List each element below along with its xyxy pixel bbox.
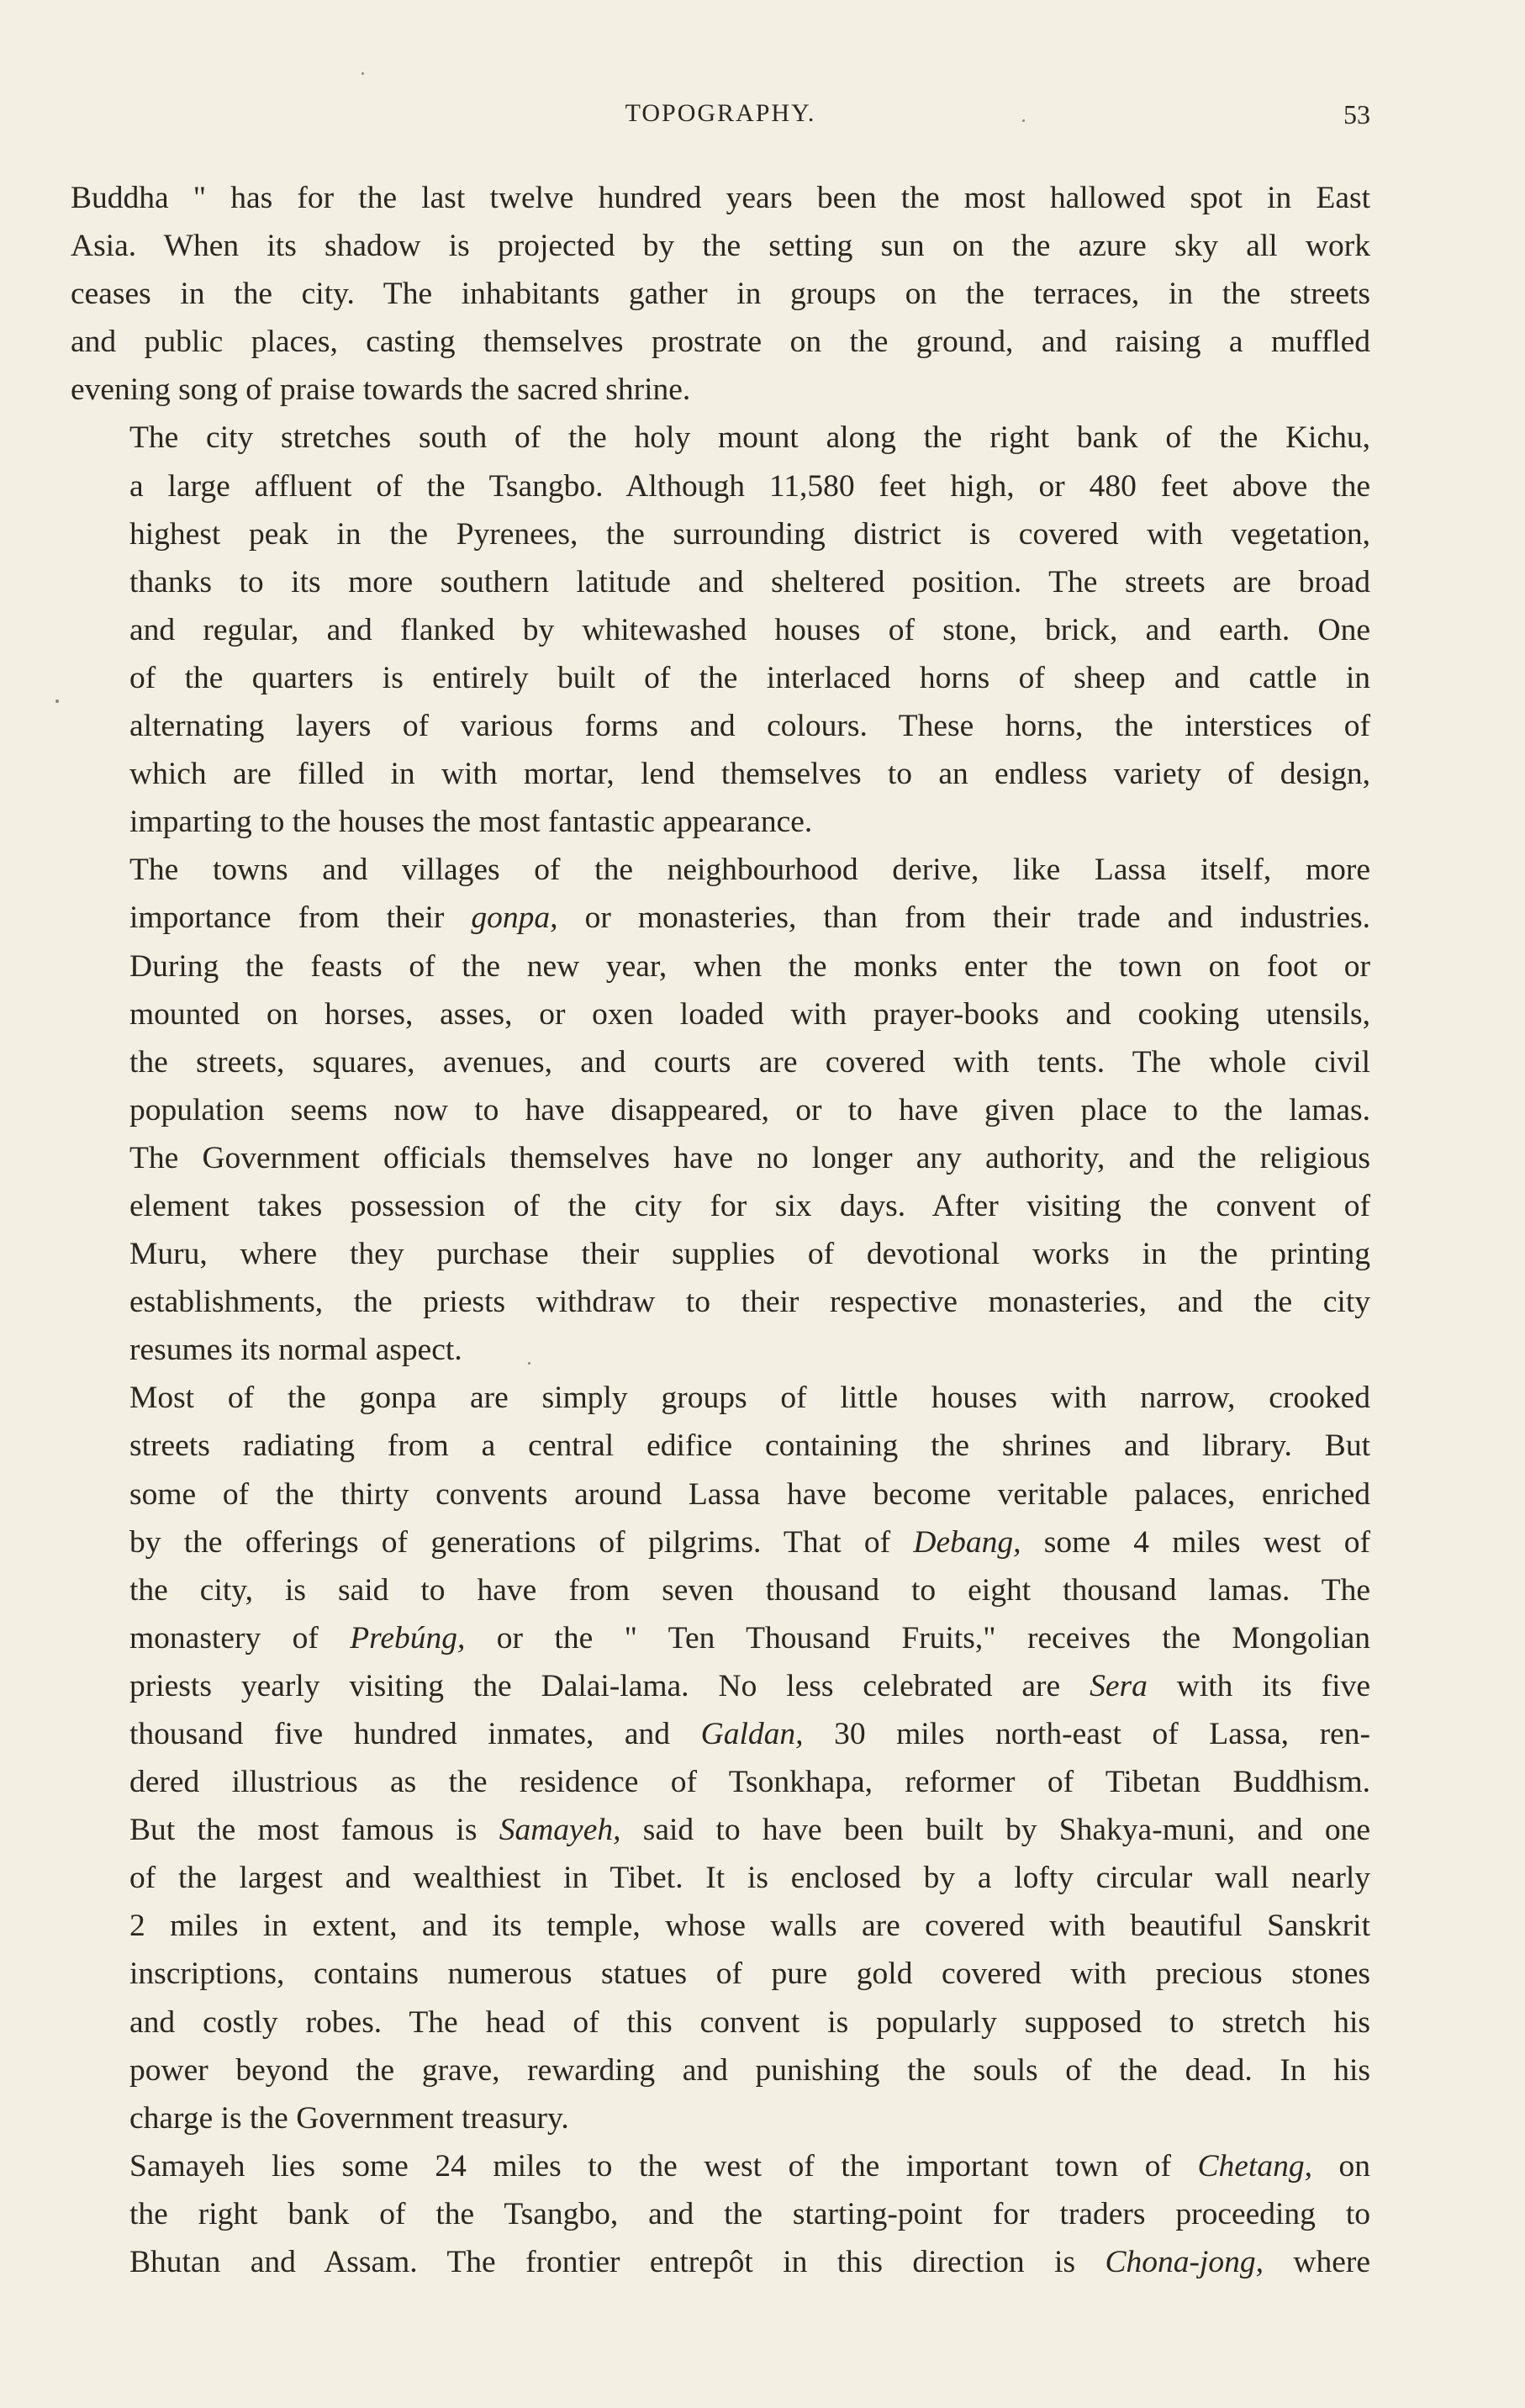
text-line: Most of the gonpa are simply groups of little houses with narrow, crooked (129, 1381, 1370, 1416)
text-line: Asia. When its shadow is projected by the setting sun on the azure sky all work (71, 229, 1370, 264)
text-line: highest peak in the Pyrenees, the surrounding district is covered with vegetation, (129, 516, 1370, 552)
text-line: and regular, and flanked by whitewashed houses of stone, brick, and earth. One (129, 612, 1370, 647)
text-line: imparting to the houses the most fantastic appearance. (129, 805, 813, 840)
paragraph (71, 846, 1370, 1374)
text-line: population seems now to have disappeared, or to have given place to the lamas. (129, 1092, 1370, 1127)
text-line: thousand five hundred inmates, and Galdan, 30 miles north-east of Lassa, ren- (129, 1717, 1370, 1751)
text-line: dered illustrious as the residence of Tsonkhapa, reformer of Tibetan Buddhism. (129, 1765, 1370, 1800)
italic-term: gonpa, (471, 900, 558, 936)
text-line: establishments, the priests withdraw to their respective monasteries, and the city (129, 1285, 1370, 1320)
italic-term: Chetang, (1197, 2148, 1312, 2184)
text-line: But the most famous is Samayeh, said to have been built by Shakya-muni, and one (129, 1813, 1370, 1848)
paragraph (71, 1374, 1370, 2142)
text-line: The towns and villages of the neighbourhood derive, like Lassa itself, more (129, 853, 1370, 888)
body-text (71, 174, 1370, 2286)
text-line: During the feasts of the new year, when the monks enter the town on foot or (129, 948, 1370, 984)
running-title: TOPOGRAPHY. (625, 99, 816, 127)
text-line: The Government officials themselves have no longer any authority, and the religious (129, 1140, 1370, 1175)
text-line: alternating layers of various forms and colours. These horns, the interstices of (129, 709, 1370, 744)
text-line: Muru, where they purchase their supplies of devotional works in the printing (129, 1237, 1370, 1272)
text-line: resumes its normal aspect. (129, 1333, 462, 1368)
paragraph (71, 174, 1370, 414)
text-line: importance from their gonpa, or monasteries, than from their trade and industries. (129, 900, 1370, 936)
page-number: 53 (1343, 99, 1370, 129)
italic-term: Sera (1090, 1668, 1148, 1703)
text-line: evening song of praise towards the sacred shrine. (71, 372, 691, 408)
paragraph (71, 414, 1370, 846)
italic-term: Chona-jong, (1105, 2245, 1264, 2280)
text-line: of the quarters is entirely built of the interlaced horns of sheep and cattle in (129, 660, 1370, 695)
page-speck (55, 700, 59, 703)
text-line: thanks to its more southern latitude and sheltered position. The streets are broad (129, 564, 1370, 599)
text-line: and costly robes. The head of this convent is popularly supposed to stretch his (129, 2004, 1370, 2040)
text-line: the right bank of the Tsangbo, and the starting-point for traders proceeding to (129, 2196, 1370, 2231)
text-line: element takes possession of the city for six days. After visiting the convent of (129, 1188, 1370, 1223)
page-speck (361, 72, 364, 75)
text-line: of the largest and wealthiest in Tibet. It is enclosed by a lofty circular wall nearly (129, 1861, 1370, 1896)
text-line: power beyond the grave, rewarding and punishing the souls of the dead. In his (129, 2052, 1370, 2088)
text-line: ceases in the city. The inhabitants gather in groups on the terraces, in the streets (71, 277, 1370, 312)
text-line: Samayeh lies some 24 miles to the west of the important town of Chetang, on (129, 2148, 1371, 2184)
text-line: mounted on horses, asses, or oxen loaded with prayer-books and cooking utensils, (129, 996, 1370, 1032)
text-line: inscriptions, contains numerous statues of pure gold covered with precious stones (129, 1956, 1370, 1992)
text-line: Bhutan and Assam. The frontier entrepôt in this direction is Chona-jong, where (129, 2245, 1371, 2280)
page-speck (528, 1362, 530, 1365)
text-line: Buddha " has for the last twelve hundred years been the most hallowed spot in East (71, 181, 1370, 215)
text-line: priests yearly visiting the Dalai-lama. No less celebrated are Sera with its five (129, 1668, 1370, 1703)
text-line: and public places, casting themselves prostrate on the ground, and raising a muffled (71, 325, 1370, 360)
text-line: by the offerings of generations of pilgrims. That of Debang, some 4 miles west of (129, 1524, 1370, 1560)
text-line: streets radiating from a central edifice containing the shrines and library. But (129, 1428, 1370, 1464)
page-speck (1022, 119, 1025, 122)
running-header (71, 94, 1370, 136)
text-line: some of the thirty convents around Lassa have become veritable palaces, enriched (129, 1476, 1370, 1512)
text-line: monastery of Prebúng, or the " Ten Thousand Fruits," receives the Mongolian (129, 1620, 1370, 1656)
paragraph (71, 2142, 1370, 2286)
text-line: charge is the Government treasury. (129, 2100, 569, 2136)
italic-term: Samayeh, (499, 1813, 621, 1848)
text-line: a large affluent of the Tsangbo. Although 11,580 feet high, or 480 feet above the (129, 468, 1370, 504)
text-line: the streets, squares, avenues, and courts are covered with tents. The whole civil (129, 1044, 1370, 1080)
italic-term: Prebúng, (350, 1620, 466, 1656)
italic-term: Galdan, (700, 1717, 804, 1751)
text-line: The city stretches south of the holy mount along the right bank of the Kichu, (129, 420, 1370, 456)
text-line: the city, is said to have from seven thousand to eight thousand lamas. The (129, 1572, 1370, 1608)
text-line: 2 miles in extent, and its temple, whose walls are covered with beautiful Sanskrit (129, 1909, 1370, 1944)
text-line: which are filled in with mortar, lend themselves to an endless variety of design, (129, 757, 1370, 792)
italic-term: Debang, (913, 1524, 1021, 1560)
